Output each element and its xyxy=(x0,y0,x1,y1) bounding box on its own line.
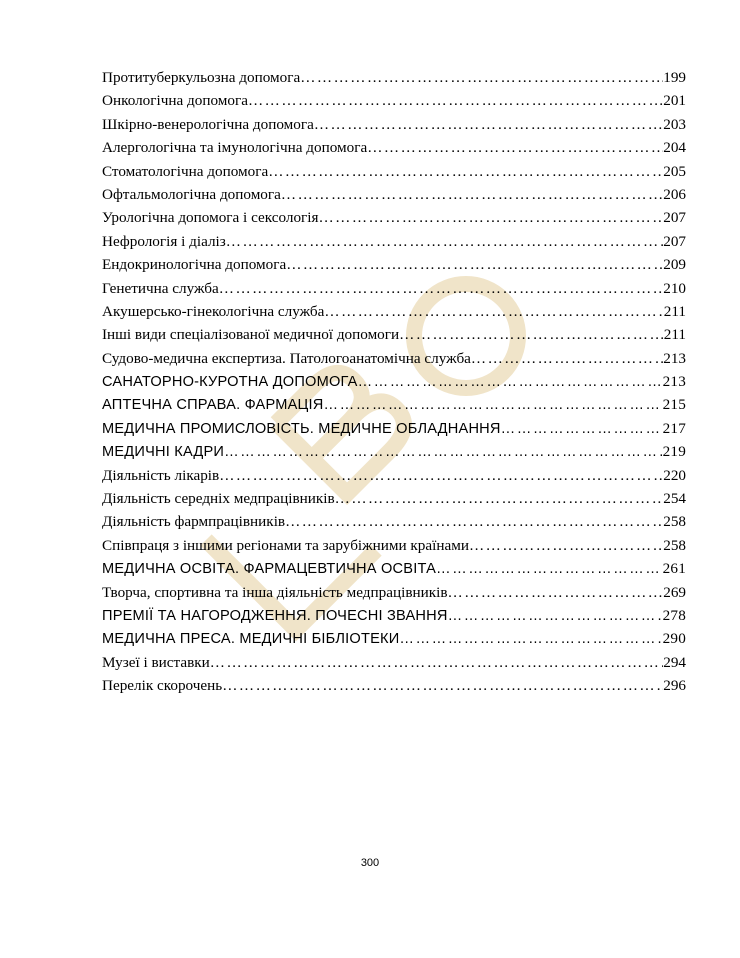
toc-dot-leader xyxy=(324,300,663,323)
toc-entry[interactable] xyxy=(102,604,686,627)
toc-entry-page: 199 xyxy=(663,69,686,86)
toc-entry[interactable] xyxy=(102,277,686,300)
toc-dot-leader xyxy=(268,160,663,183)
toc-entry-page: 261 xyxy=(662,560,686,578)
toc-dot-leader xyxy=(219,464,663,487)
toc-entry-title: Шкірно-венерологічна допомога xyxy=(102,115,314,133)
toc-entry[interactable] xyxy=(102,300,686,323)
toc-entry[interactable] xyxy=(102,370,686,393)
toc-entry-page: 209 xyxy=(663,256,686,274)
toc-entry-title: Діяльність середніх медпрацівників xyxy=(102,490,335,508)
toc-dot-leader xyxy=(219,277,663,300)
toc-entry[interactable] xyxy=(102,557,686,580)
toc-dot-leader xyxy=(248,89,663,112)
toc-entry-page: 296 xyxy=(663,677,686,695)
toc-entry-page: 210 xyxy=(663,279,686,297)
toc-entry-title: Діяльність лікарів xyxy=(102,466,220,484)
toc-entry-page: 204 xyxy=(663,139,686,157)
toc-dot-leader xyxy=(367,136,663,159)
toc-dot-leader xyxy=(286,253,663,276)
toc-entry-page: 201 xyxy=(663,92,686,110)
toc-entry-page: 213 xyxy=(663,349,686,367)
toc-entry-page: 258 xyxy=(663,513,686,531)
toc-entry[interactable] xyxy=(102,651,686,674)
toc-dot-leader xyxy=(226,230,663,253)
toc-dot-leader xyxy=(210,651,663,674)
toc-entry[interactable] xyxy=(102,253,686,276)
toc-entry-title: Нефрологія і діаліз xyxy=(102,232,226,250)
toc-entry-page: 207 xyxy=(663,209,686,227)
toc-entry-page: 278 xyxy=(662,606,686,624)
toc-entry-page: 205 xyxy=(663,162,686,180)
toc-entry[interactable] xyxy=(102,136,686,159)
toc-entry[interactable] xyxy=(102,230,686,253)
toc-entry-title: Урологічна допомога і сексологія xyxy=(102,209,319,227)
toc-dot-leader xyxy=(358,371,663,393)
toc-entry[interactable] xyxy=(102,440,686,463)
toc-entry-title: Генетична служба xyxy=(102,279,219,297)
toc-entry-title: Ендокринологічна допомога xyxy=(102,256,287,274)
toc-entry[interactable] xyxy=(102,206,686,229)
toc-entry[interactable] xyxy=(102,510,686,533)
table-of-contents xyxy=(102,66,686,698)
toc-entry-title: МЕДИЧНА ОСВІТА. ФАРМАЦЕВТИЧНА ОСВІТА xyxy=(102,561,437,578)
toc-entry-page: 203 xyxy=(663,115,686,133)
toc-entry-title: Діяльність фармпрацівників xyxy=(102,513,286,531)
toc-dot-leader xyxy=(324,394,663,416)
toc-dot-leader xyxy=(501,418,663,440)
toc-entry-title: Творча, спортивна та інша діяльність медпрацівників xyxy=(102,583,448,601)
toc-entry[interactable] xyxy=(102,581,686,604)
toc-entry-page: 290 xyxy=(662,630,686,648)
toc-dot-leader xyxy=(224,441,663,463)
toc-dot-leader xyxy=(222,674,663,697)
toc-entry[interactable] xyxy=(102,534,686,557)
toc-entry[interactable] xyxy=(102,487,686,510)
page-number: 300 xyxy=(360,857,380,869)
toc-dot-leader xyxy=(285,510,663,533)
toc-entry[interactable] xyxy=(102,113,686,136)
toc-dot-leader xyxy=(399,323,664,346)
toc-entry-title: Акушерсько-гінекологічна служба xyxy=(102,302,325,320)
toc-entry[interactable] xyxy=(102,464,686,487)
toc-entry-page: 269 xyxy=(663,583,686,601)
toc-entry-title: Алергологічна та імунологічна допомога xyxy=(102,139,368,157)
toc-entry-title: Судово-медична експертиза. Патологоанатомічна служба xyxy=(102,349,471,367)
toc-entry-title: МЕДИЧНА ПРЕСА. МЕДИЧНІ БІБЛІОТЕКИ xyxy=(102,631,400,648)
toc-dot-leader xyxy=(399,628,662,650)
toc-entry-page: 206 xyxy=(663,185,686,203)
toc-entry-title: Протитуберкульозна допомога xyxy=(102,69,301,86)
toc-entry-title: Стоматологічна допомога xyxy=(102,162,269,180)
toc-entry-page: 211 xyxy=(663,326,686,344)
toc-entry[interactable] xyxy=(102,160,686,183)
toc-entry-page: 294 xyxy=(663,653,686,671)
toc-entry-page: 220 xyxy=(663,466,686,484)
toc-entry-page: 217 xyxy=(662,419,686,437)
toc-entry-page: 258 xyxy=(663,536,686,554)
toc-entry-title: ПРЕМІЇ ТА НАГОРОДЖЕННЯ. ПОЧЕСНІ ЗВАННЯ xyxy=(102,607,448,624)
toc-dot-leader xyxy=(469,534,663,557)
toc-entry-page: 211 xyxy=(663,302,686,320)
toc-dot-leader xyxy=(314,113,663,136)
toc-entry-title: Офтальмологічна допомога xyxy=(102,185,281,203)
toc-entry-page: 215 xyxy=(662,396,686,414)
toc-dot-leader xyxy=(448,605,663,627)
toc-entry-title: Онкологічна допомога xyxy=(102,92,248,110)
toc-entry-page: 213 xyxy=(662,373,686,391)
toc-dot-leader xyxy=(436,558,663,580)
toc-entry[interactable] xyxy=(102,417,686,440)
toc-entry-page: 207 xyxy=(663,232,686,250)
toc-entry-title: САНАТОРНО-КУРОТНА ДОПОМОГА xyxy=(102,374,358,391)
toc-dot-leader xyxy=(300,66,663,89)
toc-dot-leader xyxy=(335,487,664,510)
toc-entry-title: МЕДИЧНІ КАДРИ xyxy=(102,444,225,461)
toc-entry[interactable] xyxy=(102,66,686,89)
toc-dot-leader xyxy=(281,183,663,206)
toc-entry-title: МЕДИЧНА ПРОМИСЛОВІСТЬ. МЕДИЧНЕ ОБЛАДНАННЯ xyxy=(102,420,501,437)
toc-entry[interactable] xyxy=(102,347,686,370)
toc-dot-leader xyxy=(471,347,663,370)
toc-entry-title: Музеї і виставки xyxy=(102,653,210,671)
toc-entry[interactable] xyxy=(102,323,686,346)
toc-entry-title: Співпраця з іншими регіонами та зарубіжними країнами xyxy=(102,536,469,554)
toc-entry-page: 219 xyxy=(662,443,686,461)
toc-entry[interactable] xyxy=(102,393,686,416)
toc-entry[interactable] xyxy=(102,627,686,650)
toc-entry-title: АПТЕЧНА СПРАВА. ФАРМАЦІЯ xyxy=(102,397,324,414)
toc-dot-leader xyxy=(448,581,664,604)
toc-entry-title: Інші види спеціалізованої медичної допомоги xyxy=(102,326,400,344)
toc-entry[interactable] xyxy=(102,89,686,112)
toc-dot-leader xyxy=(318,206,663,229)
toc-entry-page: 254 xyxy=(663,490,686,508)
toc-entry[interactable] xyxy=(102,674,686,697)
toc-entry[interactable] xyxy=(102,183,686,206)
toc-entry-title: Перелік скорочень xyxy=(102,677,223,695)
